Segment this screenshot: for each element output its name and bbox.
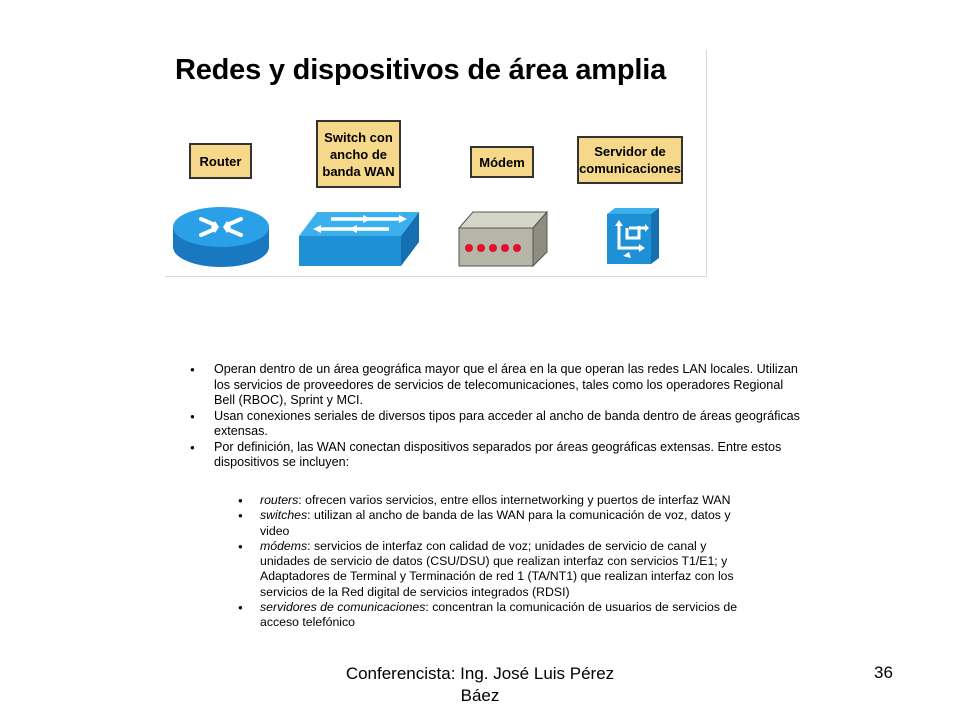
switch-icon: [297, 210, 421, 270]
list-item: [238, 600, 758, 631]
list-item: [238, 493, 758, 508]
device-term: switches: [260, 508, 308, 523]
wan-devices-figure: [165, 50, 707, 277]
device-term: routers: [260, 493, 299, 507]
device-sub-list: [238, 493, 758, 631]
router-icon: [171, 205, 271, 271]
router-label-text: Router: [199, 153, 242, 169]
server-label: [577, 136, 683, 184]
figure-title: Redes y dispositivos de área amplia: [175, 54, 667, 86]
device-term: módems: [260, 538, 308, 553]
list-item: [238, 539, 758, 600]
page-number: 36: [874, 663, 893, 682]
switch-label-text: Switch con ancho de banda WAN: [322, 129, 395, 179]
main-bullet-list: [190, 362, 800, 471]
modem-label-text: Módem: [479, 154, 525, 170]
router-label: [189, 143, 252, 179]
server-label-text: Servidor de comunicaciones: [579, 144, 681, 176]
footer-presenter: Conferencista: Ing. José Luis Pérez Báez: [345, 664, 615, 705]
communication-server-icon: [605, 206, 661, 266]
device-description: : ofrecen varios servicios, entre ellos internetworking y puertos de interfaz WAN: [298, 493, 731, 507]
device-description: : utilizan al ancho de banda de las WAN para la comunicación de voz, datos y video: [260, 508, 731, 538]
list-item: ● Operan dentro de un área geográfica mayor que el área en la que operan las redes LAN locales. Utilizan los servicios de proveedores de servicios de telecomunicaciones, tales como los operadores Regional Bell (RBOC), Sprint y MCI.: [190, 362, 800, 409]
device-description: : concentran la comunicación de usuarios de servicios de acceso telefónico: [260, 600, 738, 630]
device-description: : servicios de interfaz con calidad de voz; unidades de servicio de canal y unidades de servicio de datos (CSU/DSU) que realizan interfaz con servicios T1/E1; y Adaptadores de Terminal y Terminación de red 1 (TA/NT1) que realizan interfaz con los servicios de la Red digital de servicios integrados (RDSI): [260, 538, 734, 599]
modem-label: [470, 146, 534, 178]
list-item: ● Por definición, las WAN conectan dispositivos separados por áreas geográficas extensas. Entre estos dispositivos se incluyen:: [190, 440, 800, 471]
list-item: ● Usan conexiones seriales de diversos tipos para acceder al ancho de banda dentro de áreas geográficas extensas.: [190, 409, 800, 440]
modem-icon: [457, 210, 549, 268]
list-item: [238, 508, 758, 539]
switch-label: [316, 120, 401, 188]
device-term: servidores de comunicaciones: [260, 600, 426, 615]
